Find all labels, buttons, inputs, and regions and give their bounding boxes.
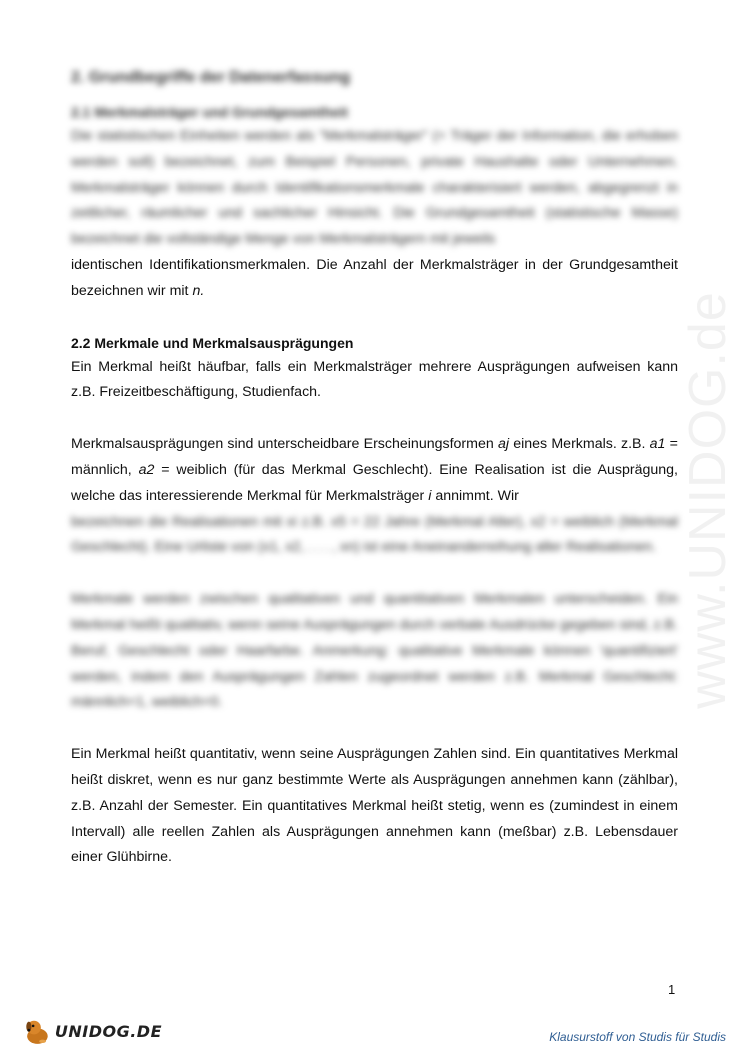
footer-tagline: Klausurstoff von Studis für Studis [549,1030,726,1044]
paragraph-2: Ein Merkmal heißt häufbar, falls ein Merkmalsträger mehrere Ausprägungen aufweisen kann z.B. Freizeitbeschäftigung, Studienfach. [71,358,678,401]
p3-text-d: = weiblich (für das Merkmal Geschlecht). Eine Realisation ist die Ausprägung, welche das interessierende Merkmal für Merkmalsträger [71,461,679,504]
variable-aj: aj [497,436,510,453]
p3-text-c: = männlich, [71,436,678,478]
variable-n: n. [192,282,205,299]
paragraph-1-text: identischen Identifikationsmerkmalen. Die Anzahl der Merkmalsträger in der Grundgesamtheit bezeichnen wir mit [71,256,678,299]
paragraph-1-clear [71,253,678,305]
paragraph-blurred-4: Merkmale werden zwischen qualitativen und quantitativen Merkmalen unterscheiden. Ein Merkmal heißt qualitativ, wenn seine Ausprägungen durch verbale Ausdrücke gegeben sind, z.B. Beruf, Geschlecht oder Haarfarbe. Anmerkung: qualitative Merkmale können 'quantifiziert' werden, indem den Ausprägungen Zahlen zugeordnet werden z.B. Merkmal Geschlecht: männlich=1, weiblich=0. [71,591,678,711]
document-content [71,66,678,871]
unidog-logo [22,1012,162,1050]
subsection-heading-2-2: 2.2 Merkmale und Merkmalsausprägungen [71,334,354,351]
watermark-text: www.UNIDOG.de [679,291,737,709]
p3-text-b: eines Merkmals. z.B. [513,436,646,453]
subsection-heading-2-1: 2.1 Merkmalsträger und Grundgesamtheit [71,104,348,120]
paragraph-blurred-1: Die statistischen Einheiten werden als "Merkmalsträger" (= Träger der Information, die erhoben werden soll) bezeichnet, zum Beispiel Personen, private Haushalte oder Unternehmen. Merkmalsträger können durch Identifikationsmerkmale charakterisiert werden, abgegrenzt in zeitlicher, räumlicher und sachlicher Hinsicht. Die Grundgesamtheit (statistische Masse) bezeichnet die vollständige Menge von Merkmalsträgern mit jeweils [71,128,678,248]
p3-text-a: Merkmalsausprägungen sind unterscheidbare Erscheinungsformen [71,436,494,453]
variable-i: i [428,487,432,504]
logo-text: UNIDOG.DE [54,1021,162,1041]
page-number: 1 [668,982,676,997]
paragraph-5: Ein Merkmal heißt quantitativ, wenn seine Ausprägungen Zahlen sind. Ein quantitatives Merkmal heißt diskret, wenn es nur ganz bestimmte Werte als Ausprägungen annehmen kann (zählbar), z.B. Anzahl der Semester. Ein quantitatives Merkmal heißt stetig, wenn es (zumindest in einem Intervall) alle reellen Zahlen als Ausprägungen annehmen kann (meßbar) z.B. Lebensdauer einer Glühbirne. [71,746,678,866]
variable-a1: a1 [649,436,666,453]
section-heading: 2. Grundbegriffe der Datenerfassung [71,69,351,86]
paragraph-3 [71,432,678,509]
variable-a2: a2 [138,461,155,478]
watermark [668,265,748,735]
p3-text-e: annimmt. Wir [435,487,519,504]
paragraph-blurred-3: bezeichnen die Realisationen mit xi z.B. x5 = 22 Jahre (Merkmal Alter), x2 = weiblich (Merkmal Geschlecht). Eine Urliste von (x1, x2, . . . , xn) ist eine Aneinanderreihung aller Realisationen. [71,513,678,556]
dog-icon [22,1013,53,1049]
